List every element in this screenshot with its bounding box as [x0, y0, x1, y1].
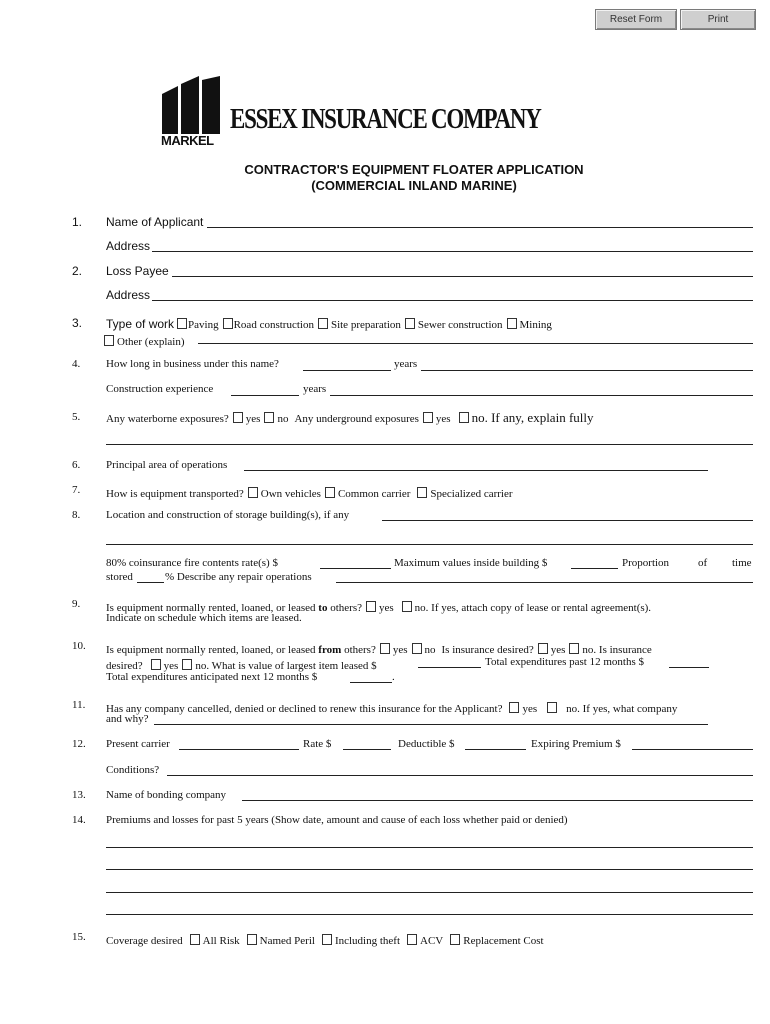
reset-form-button[interactable]: Reset Form: [595, 9, 677, 30]
expiring-premium-label: Expiring Premium $: [531, 738, 621, 750]
coverage-row: [106, 931, 544, 949]
waterborne-yes-checkbox[interactable]: [233, 412, 243, 423]
construction-experience-extra-field[interactable]: [330, 395, 753, 396]
underground-yes-label: yes: [435, 413, 451, 425]
q5-number: 5.: [72, 411, 81, 423]
q11-number: 11.: [72, 699, 86, 711]
deductible-field[interactable]: [465, 749, 526, 750]
expenditures-anticipated-field[interactable]: [350, 682, 392, 683]
q10-number: 10.: [72, 640, 86, 652]
specialized-carrier-checkbox[interactable]: [417, 487, 427, 498]
leased-to-q-a: Is equipment normally rented, loaned, or leased: [106, 602, 319, 614]
conditions-label: Conditions?: [106, 764, 160, 776]
insurance-desired-no-label: no. Is insurance: [582, 644, 652, 656]
q12-number: 12.: [72, 738, 86, 750]
principal-area-label: Principal area of operations: [106, 459, 228, 471]
leased-from-no-label: no: [424, 644, 436, 656]
named-peril-label: Named Peril: [259, 935, 315, 947]
applicant-address-label: Address: [106, 239, 151, 253]
loss-payee-field[interactable]: [172, 276, 753, 277]
all-risk-label: All Risk: [202, 935, 240, 947]
insurance-desired-label: Is insurance desired?: [441, 644, 534, 656]
common-carrier-checkbox[interactable]: [325, 487, 335, 498]
applicant-name-label: Name of Applicant: [106, 215, 204, 229]
cancelled-yes-label: yes: [522, 703, 538, 715]
leased-to-q-c: others?: [327, 602, 362, 614]
sewer-construction-checkbox[interactable]: [405, 318, 415, 329]
years-in-business-field[interactable]: [303, 370, 391, 371]
coverage-desired-label: Coverage desired: [106, 935, 183, 947]
desired-no-checkbox[interactable]: [182, 659, 192, 670]
rate-field[interactable]: [343, 749, 391, 750]
leased-to-bold: to: [318, 602, 328, 614]
leased-from-no-checkbox[interactable]: [412, 643, 422, 654]
q14-number: 14.: [72, 814, 86, 826]
including-theft-label: Including theft: [334, 935, 401, 947]
conditions-field[interactable]: [167, 775, 753, 776]
premiums-losses-field-1[interactable]: [106, 847, 753, 848]
cancelled-no-checkbox[interactable]: [547, 702, 557, 713]
largest-item-field[interactable]: [418, 667, 481, 668]
q15-number: 15.: [72, 931, 86, 943]
payee-address-field[interactable]: [152, 300, 753, 301]
stored-percent-field[interactable]: [137, 582, 164, 583]
present-carrier-field[interactable]: [179, 749, 299, 750]
site-preparation-label: Site preparation: [330, 319, 401, 331]
coinsurance-rate-field[interactable]: [320, 568, 391, 569]
years-label: years: [394, 358, 418, 370]
all-risk-checkbox[interactable]: [190, 934, 200, 945]
leased-from-q-c: others?: [341, 644, 376, 656]
paving-checkbox[interactable]: [177, 318, 187, 329]
acv-checkbox[interactable]: [407, 934, 417, 945]
common-carrier-label: Common carrier: [337, 488, 411, 500]
waterborne-no-checkbox[interactable]: [264, 412, 274, 423]
insurance-desired-no-checkbox[interactable]: [569, 643, 579, 654]
premiums-losses-label: Premiums and losses for past 5 years (Show date, amount and cause of each loss whether paid or denied): [106, 814, 568, 826]
q7-number: 7.: [72, 484, 81, 496]
loss-payee-label: Loss Payee: [106, 264, 169, 278]
stored-label: stored: [106, 571, 133, 583]
years-in-business-extra-field[interactable]: [421, 370, 753, 371]
sewer-construction-label: Sewer construction: [417, 319, 503, 331]
form-title: CONTRACTOR'S EQUIPMENT FLOATER APPLICATION: [244, 162, 584, 177]
bonding-company-label: Name of bonding company: [106, 789, 227, 801]
proportion-label: Proportion: [622, 557, 670, 569]
q2-number: 2.: [72, 264, 83, 278]
applicant-address-field[interactable]: [152, 251, 753, 252]
other-work-row: [104, 332, 185, 350]
construction-experience-label: Construction experience: [106, 383, 214, 395]
desired-label: desired?: [106, 660, 143, 672]
named-peril-checkbox[interactable]: [247, 934, 257, 945]
type-of-work-label: Type of work: [106, 317, 175, 331]
specialized-carrier-label: Specialized carrier: [430, 488, 513, 500]
transport-label: How is equipment transported?: [106, 488, 244, 500]
underground-no-checkbox[interactable]: [459, 412, 469, 423]
years-in-business-label: How long in business under this name?: [106, 358, 279, 370]
q9-number: 9.: [72, 598, 81, 610]
print-button[interactable]: Print: [680, 9, 756, 30]
proportion-of-label: of: [698, 557, 708, 569]
repair-operations-field[interactable]: [336, 582, 753, 583]
other-work-field[interactable]: [198, 343, 753, 344]
mining-label: Mining: [519, 319, 552, 331]
exposures-row: [106, 409, 594, 427]
replacement-cost-label: Replacement Cost: [463, 935, 544, 947]
leased-to-yes-checkbox[interactable]: [366, 601, 376, 612]
other-work-checkbox[interactable]: [104, 335, 114, 346]
expenditures-past-field[interactable]: [669, 667, 709, 668]
road-construction-label: Road construction: [233, 319, 314, 331]
underground-label: Any underground exposures: [294, 413, 419, 425]
premiums-losses-field-2[interactable]: [106, 869, 753, 870]
form-subtitle: (COMMERCIAL INLAND MARINE): [311, 178, 517, 193]
q4-number: 4.: [72, 358, 81, 370]
premiums-losses-field-3[interactable]: [106, 892, 753, 893]
transport-row: [106, 484, 513, 502]
construction-experience-field[interactable]: [231, 395, 299, 396]
bonding-company-field[interactable]: [242, 800, 753, 801]
max-values-field[interactable]: [571, 568, 618, 569]
company-name: ESSEX INSURANCE COMPANY: [230, 104, 541, 135]
deductible-label: Deductible $: [398, 738, 455, 750]
waterborne-no-label: no: [277, 413, 289, 425]
expenditures-anticipated-label: Total expenditures anticipated next 12 months $: [106, 671, 318, 683]
desired-yes-label: yes: [163, 660, 179, 672]
storage-building-field[interactable]: [382, 520, 753, 521]
leased-to-no-checkbox[interactable]: [402, 601, 412, 612]
repair-operations-label: % Describe any repair operations: [165, 571, 312, 583]
principal-area-field[interactable]: [244, 470, 708, 471]
markel-wordmark: MARKEL: [161, 133, 214, 148]
premiums-losses-field-4[interactable]: [106, 914, 753, 915]
leased-from-bold: from: [318, 644, 342, 656]
expenditures-past-label: Total expenditures past 12 months $: [485, 656, 645, 668]
rate-label: Rate $: [303, 738, 332, 750]
insurance-desired-yes-label: yes: [550, 644, 566, 656]
leased-from-q-a: Is equipment normally rented, loaned, or leased: [106, 644, 319, 656]
road-construction-checkbox[interactable]: [223, 318, 233, 329]
which-company-field[interactable]: [154, 724, 708, 725]
exposures-explain-field[interactable]: [106, 444, 753, 445]
leased-to-yes-label: yes: [378, 602, 394, 614]
insurance-desired-yes-checkbox[interactable]: [538, 643, 548, 654]
expiring-premium-field[interactable]: [632, 749, 753, 750]
type-of-work-row: [106, 315, 552, 333]
desired-yes-checkbox[interactable]: [151, 659, 161, 670]
site-preparation-checkbox[interactable]: [318, 318, 328, 329]
other-work-label: Other (explain): [117, 336, 185, 348]
cancelled-yes-checkbox[interactable]: [509, 702, 519, 713]
payee-address-label: Address: [106, 288, 151, 302]
present-carrier-label: Present carrier: [106, 738, 170, 750]
q1-number: 1.: [72, 215, 83, 229]
max-values-label: Maximum values inside building $: [394, 557, 548, 569]
coinsurance-label: 80% coinsurance fire contents rate(s) $: [106, 557, 278, 569]
paving-label: Paving: [188, 319, 219, 331]
storage-building-field-2[interactable]: [106, 544, 753, 545]
q13-number: 13.: [72, 789, 86, 801]
applicant-name-field[interactable]: [207, 227, 753, 228]
waterborne-label: Any waterborne exposures?: [106, 413, 229, 425]
cancelled-label: Has any company cancelled, denied or declined to renew this insurance for the Applicant?: [106, 703, 503, 715]
underground-no-explain: no. If any, explain fully: [471, 410, 594, 425]
leased-from-yes-checkbox[interactable]: [380, 643, 390, 654]
q3-number: 3.: [72, 316, 83, 330]
q8-number: 8.: [72, 509, 81, 521]
underground-yes-checkbox[interactable]: [423, 412, 433, 423]
leased-schedule-label: Indicate on schedule which items are leased.: [106, 612, 302, 624]
markel-logo: [160, 76, 222, 148]
largest-item-label: no. What is value of largest item leased $: [195, 660, 377, 672]
leased-to-no-label: no. If yes, attach copy of lease or rental agreement(s).: [414, 602, 652, 614]
which-company-label: and why?: [106, 713, 149, 725]
cancelled-row: [106, 699, 677, 717]
replacement-cost-checkbox[interactable]: [450, 934, 460, 945]
storage-building-label: Location and construction of storage building(s), if any: [106, 509, 350, 521]
expenditures-anticipated-period: .: [392, 671, 395, 683]
leased-from-yes-label: yes: [392, 644, 408, 656]
mining-checkbox[interactable]: [507, 318, 517, 329]
own-vehicles-label: Own vehicles: [260, 488, 321, 500]
years-label-2: years: [303, 383, 327, 395]
proportion-time-label: time: [732, 557, 752, 569]
cancelled-no-label: no. If yes, what company: [566, 703, 678, 715]
acv-label: ACV: [420, 935, 444, 947]
including-theft-checkbox[interactable]: [322, 934, 332, 945]
q6-number: 6.: [72, 459, 81, 471]
waterborne-yes-label: yes: [245, 413, 261, 425]
own-vehicles-checkbox[interactable]: [248, 487, 258, 498]
